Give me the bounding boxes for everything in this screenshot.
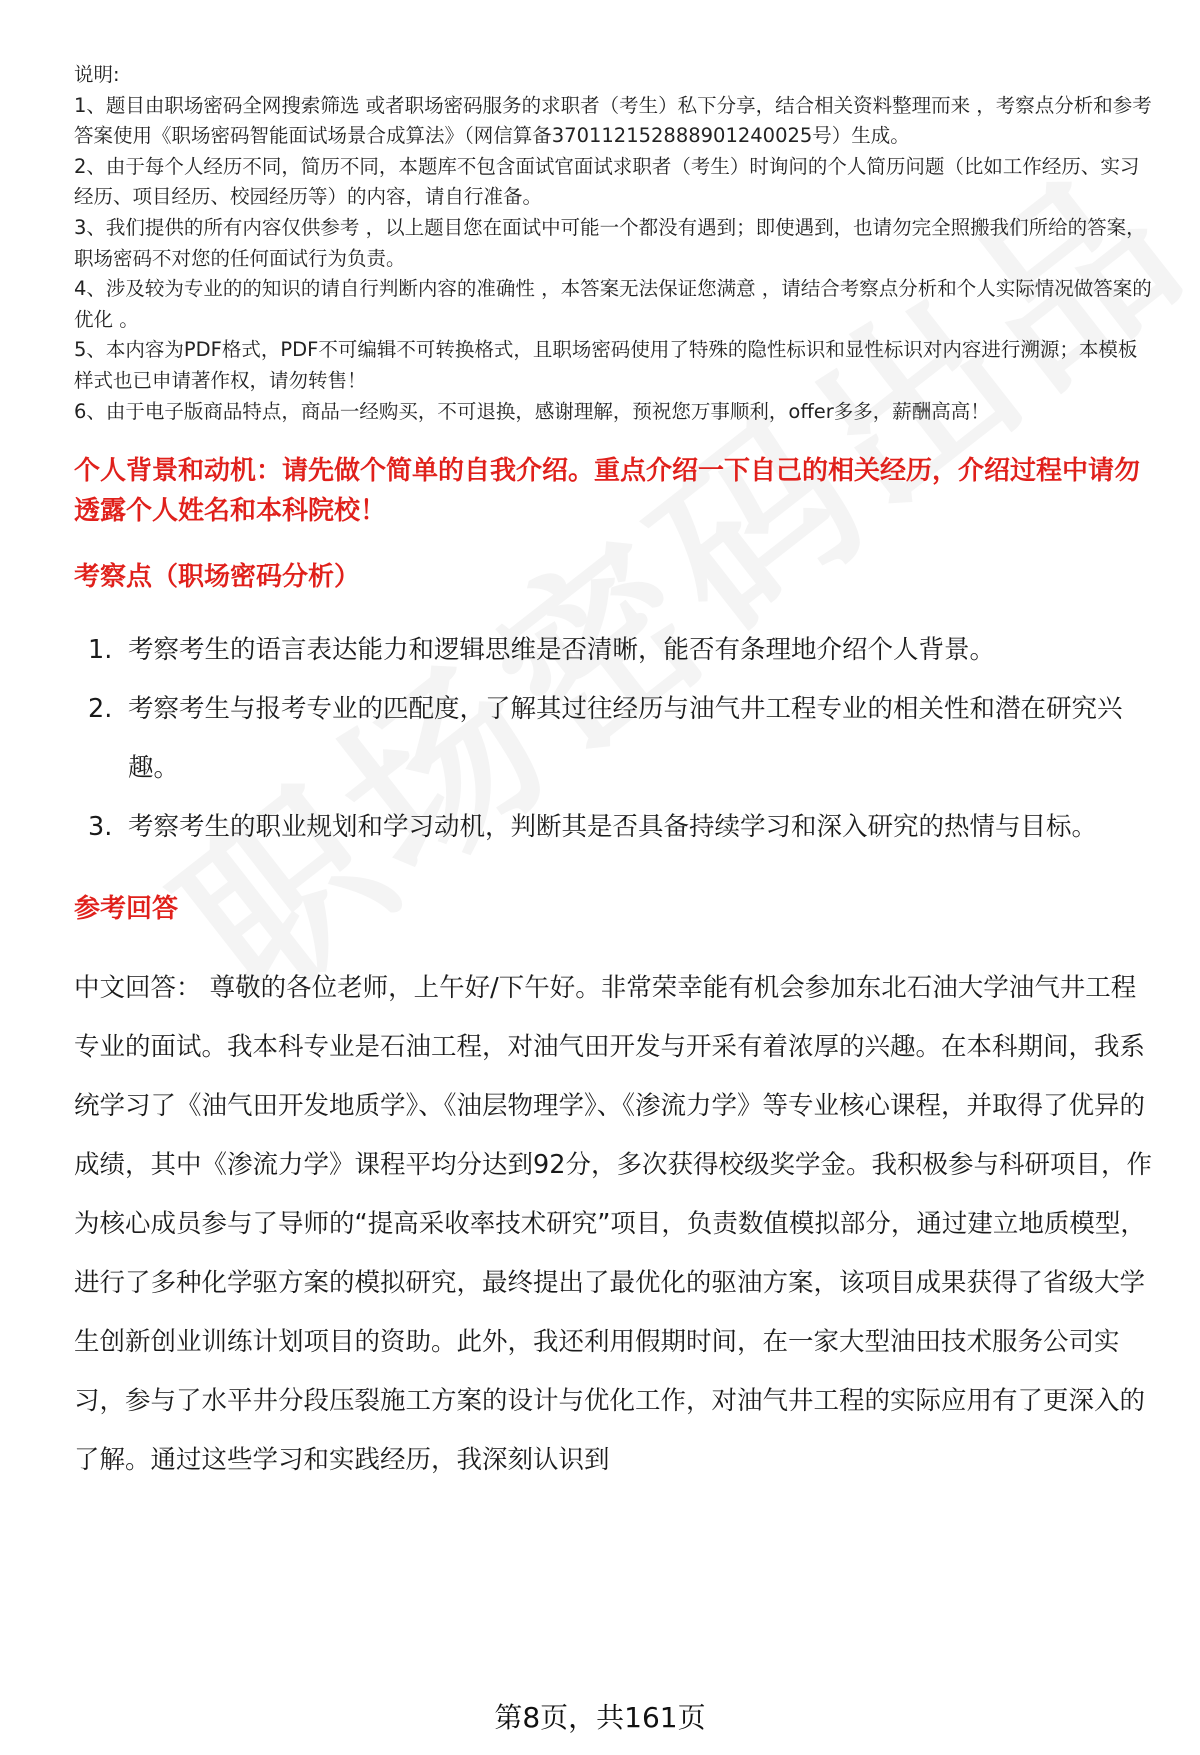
point-text: 考察考生与报考专业的匹配度，了解其过往经历与油气井工程专业的相关性和潜在研究兴趣。: [128, 694, 1123, 784]
analysis-point: [74, 621, 1154, 680]
notes-title: 说明:: [74, 63, 120, 86]
point-number: 2.: [88, 694, 113, 725]
point-number: 1.: [88, 635, 113, 666]
reference-heading: 参考回答: [74, 894, 179, 925]
notes-item: 1、题目由职场密码全网搜索筛选 或者职场密码服务的求职者（考生）私下分享，结合相关资料整理而来 ，考察点分析和参考答案使用《职场密码智能面试场景合成算法》（网信算备370112152888901240025号）生成。: [74, 93, 1152, 148]
analysis-heading: 考察点（职场密码分析）: [74, 562, 361, 593]
analysis-point: [74, 798, 1154, 857]
question-title: 个人背景和动机：请先做个简单的自我介绍。重点介绍一下自己的相关经历，介绍过程中请勿透露个人姓名和本科院校！: [74, 456, 1141, 527]
notes-item: 2、由于每个人经历不同，简历不同，本题库不包含面试官面试求职者（考生）时询问的个人简历问题（比如工作经历、实习经历、项目经历、校园经历等）的内容，请自行准备。: [74, 154, 1140, 209]
notes-item: 3、我们提供的所有内容仅供参考 ，以上题目您在面试中可能一个都没有遇到；即使遇到，也请勿完全照搬我们所给的答案，职场密码不对您的任何面试行为负责。: [74, 215, 1146, 270]
notes-item: 5、本内容为PDF格式，PDF不可编辑不可转换格式，且职场密码使用了特殊的隐性标识和显性标识对内容进行溯源；本模板样式也已申请著作权，请勿转售！: [74, 338, 1138, 392]
page-number: 第8页，共161页: [494, 1701, 706, 1734]
point-number: 3.: [88, 812, 113, 843]
reference-answer: [74, 959, 1154, 1490]
point-text: 考察考生的职业规划和学习动机，判断其是否具备持续学习和深入研究的热情与目标。: [128, 812, 1098, 843]
analysis-points: [74, 621, 1154, 857]
notes-item: 4、涉及较为专业的的知识的请自行判断内容的准确性 ，本答案无法保证您满意 ，请结合考察点分析和个人实际情况做答案的优化 。: [74, 277, 1152, 331]
page-content: [74, 60, 1154, 1490]
analysis-point: [74, 680, 1154, 798]
answer-text: 中文回答： 尊敬的各位老师，上午好/下午好。非常荣幸能有机会参加东北石油大学油气井工程专业的面试。我本科专业是石油工程，对油气田开发与开采有着浓厚的兴趣。在本科期间，我系统学习了《油气田开发地质学》、《油层物理学》、《渗流力学》等专业核心课程，并取得了优异的成绩，其中《渗流力学》课程平均分达到92分，多次获得校级奖学金。我积极参与科研项目，作为核心成员参与了导师的“提高采收率技术研究”项目，负责数值模拟部分，通过建立地质模型，进行了多种化学驱方案的模拟研究，最终提出了最优化的驱油方案，该项目成果获得了省级大学生创新创业训练计划项目的资助。此外，我还利用假期时间，在一家大型油田技术服务公司实习，参与了水平井分段压裂施工方案的设计与优化工作，对油气井工程的实际应用有了更深入的了解。通过这些学习和实践经历，我深刻认识到: [74, 973, 1152, 1476]
notes-section: [74, 60, 1154, 427]
point-text: 考察考生的语言表达能力和逻辑思维是否清晰，能否有条理地介绍个人背景。: [128, 635, 996, 666]
notes-item: 6、由于电子版商品特点，商品一经购买，不可退换，感谢理解，预祝您万事顺利，offer多多，薪酬高高！: [74, 399, 990, 423]
